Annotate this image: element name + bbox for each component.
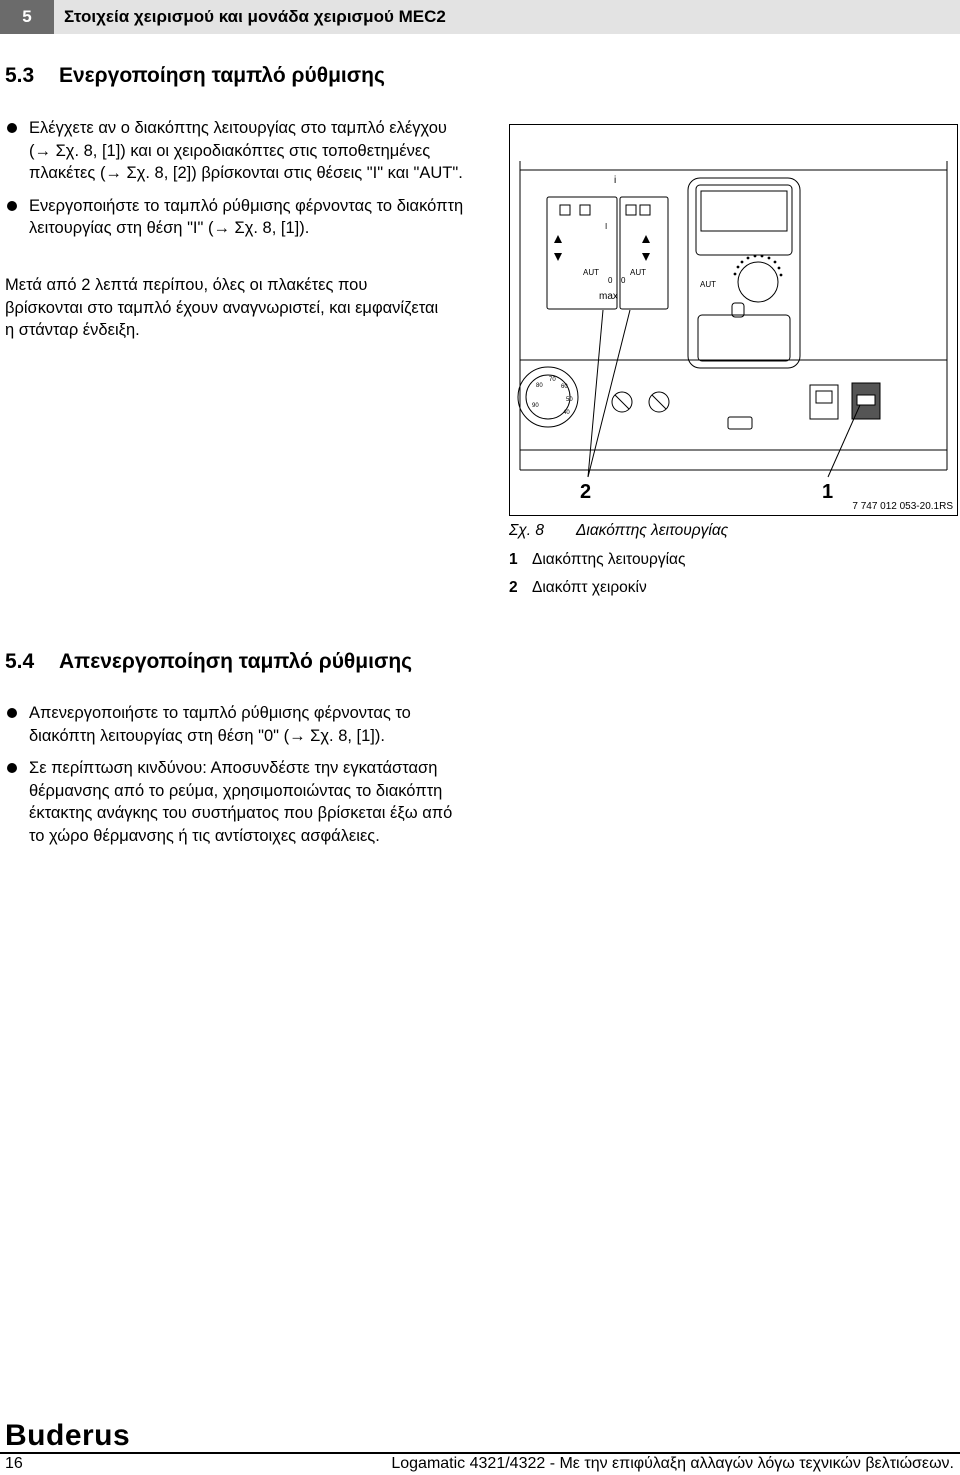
legend-item: [509, 579, 647, 597]
section-heading-5-4: [5, 650, 412, 674]
dial-tick: 40: [563, 410, 570, 416]
caption-title: Διακόπτης λειτουργίας: [576, 522, 729, 539]
label-max: max: [599, 291, 618, 302]
dial-tick: 80: [536, 383, 543, 389]
bullet-item: Ελέγχετε αν ο διακόπτης λειτουργίας στο ταμπλό ελέγχου (→ Σχ. 8, [1]) και οι χειροδιακόπτες στις τοποθετημένες πλακέτες (→ Σχ. 8, [2]) βρίσκονται στις θέσεις "I" και "AUT".: [5, 117, 465, 185]
callout-1: 1: [822, 481, 834, 503]
bullet-list-deactivate: [5, 702, 465, 857]
bullet-list-activate: [5, 117, 465, 250]
section-number: 5.4: [5, 650, 35, 673]
label-aut-mec: AUT: [700, 280, 716, 289]
section-title: Απενεργοποίηση ταμπλό ρύθμισης: [59, 650, 413, 673]
label-aut-left: AUT: [583, 268, 599, 277]
footer-text: Logamatic 4321/4322 - Με την επιφύλαξη αλλαγών λόγω τεχνικών βελτιώσεων.: [391, 1455, 954, 1472]
footer-divider: [0, 1452, 960, 1454]
section-heading-5-3: [5, 64, 385, 88]
callout-2: 2: [580, 481, 592, 503]
section-title: Ενεργοποίηση ταμπλό ρύθμισης: [59, 64, 385, 87]
caption-label: Σχ. 8: [509, 522, 544, 539]
dial-tick: 70: [549, 377, 556, 383]
legend-number: 1: [509, 551, 518, 568]
figure-caption: [509, 522, 728, 540]
buderus-logo: Buderus: [5, 1419, 131, 1452]
dial-tick: 50: [566, 397, 573, 403]
legend-number: 2: [509, 579, 518, 596]
label-aut-right: AUT: [630, 268, 646, 277]
page-number: 16: [5, 1455, 23, 1472]
label-one: I: [605, 222, 608, 231]
bullet-item: Απενεργοποιήστε το ταμπλό ρύθμισης φέρνοντας το διακόπτη λειτουργίας στη θέση "0" (→ Σχ. 8, [1]).: [5, 702, 465, 747]
legend-item: [509, 551, 685, 569]
label-zero-right: 0: [621, 276, 626, 285]
legend-text: Διακόπτης λειτουργίας: [532, 551, 686, 568]
bullet-item: Ενεργοποιήστε το ταμπλό ρύθμισης φέρνοντας το διακόπτη λειτουργίας στη θέση "I" (→ Σχ. 8, [1]).: [5, 195, 465, 240]
bullet-item: Σε περίπτωση κινδύνου: Αποσυνδέστε την εγκατάσταση θέρμανσης από το ρεύμα, χρησιμοποιώντας το διακόπτη έκτακτης ανάγκης του συστήματος που βρίσκεται έξω από το χώρο θέρμανσης ή τις αντίστοιχες ασφάλειες.: [5, 757, 465, 847]
dial-tick: 90: [532, 403, 539, 409]
label-info: i: [614, 175, 617, 186]
info-paragraph: Μετά από 2 λεπτά περίπου, όλες οι πλακέτες που βρίσκονται στο ταμπλό έχουν αναγνωριστεί, και εμφανίζεται η στάνταρ ένδειξη.: [5, 276, 439, 339]
figure-code: 7 747 012 053-20.1RS: [852, 501, 953, 512]
legend-text: Διακόπτ χειροκίν: [532, 579, 647, 596]
control-panel-drawing: [510, 125, 957, 515]
header-title: Στοιχεία χειρισμού και μονάδα χειρισμού MEC2: [64, 7, 446, 26]
label-zero-left: 0: [608, 276, 613, 285]
dial-tick: 60: [561, 384, 568, 390]
section-number: 5.3: [5, 64, 35, 87]
chapter-number: 5: [0, 0, 54, 34]
figure-control-panel: [509, 124, 958, 516]
